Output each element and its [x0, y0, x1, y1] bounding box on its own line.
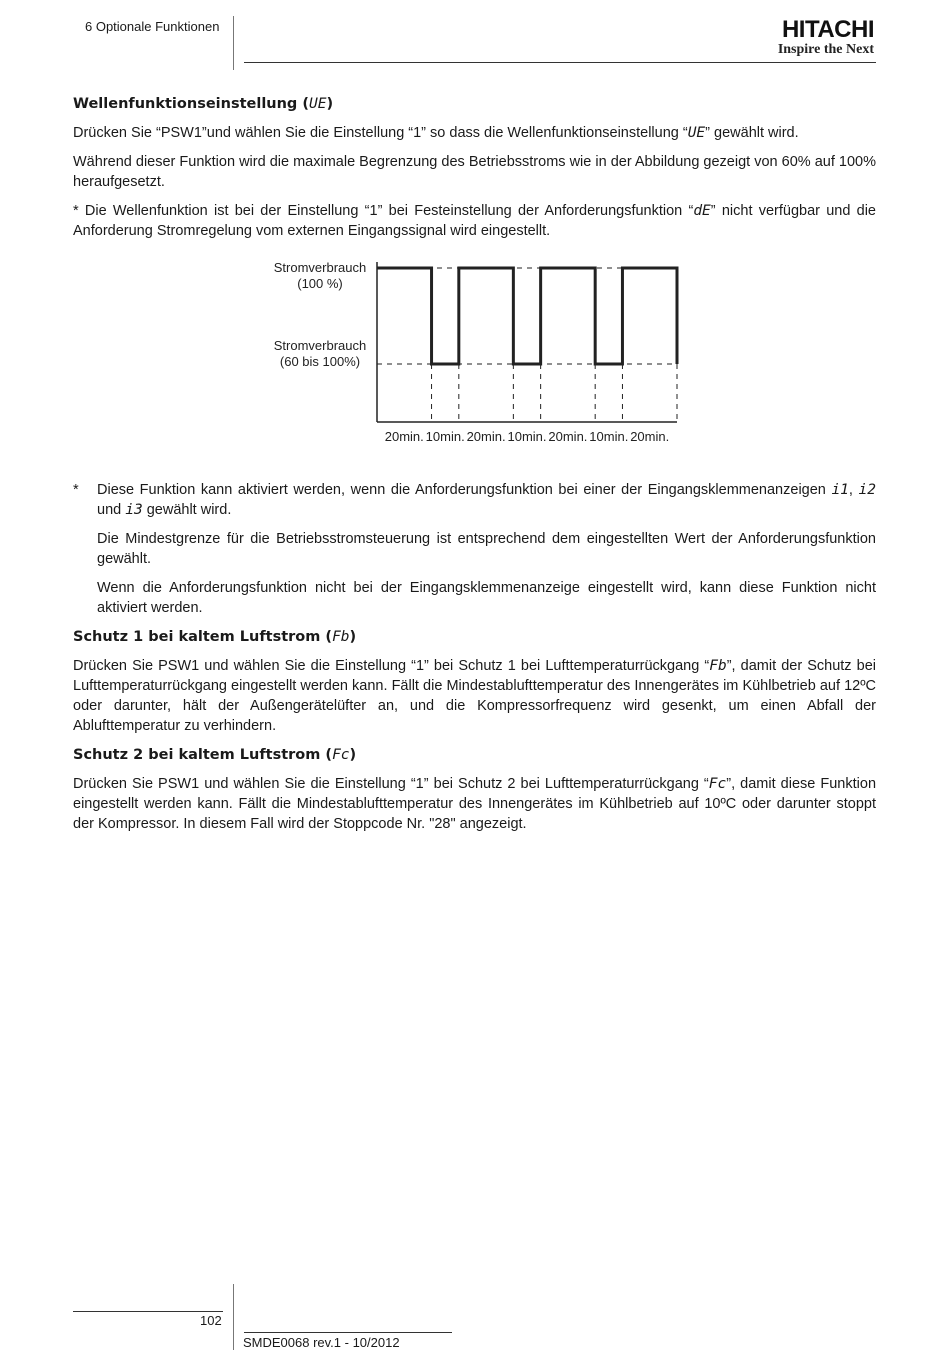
- power-wave-line: [377, 268, 677, 364]
- segment-code: Fc: [708, 776, 727, 792]
- footer-divider-vertical: [233, 1284, 234, 1350]
- note-paragraph: Die Mindestgrenze für die Betriebsstromsteuerung ist entsprechend dem eingestellten Wert der Anforderungsfunktion gewählt.: [97, 531, 876, 567]
- note-asterisk: *: [73, 482, 79, 498]
- section-heading-wave: Wellenfunktionseinstellung (UE): [73, 96, 334, 112]
- segment-code: UE: [687, 125, 706, 141]
- segment-code: Fb: [709, 658, 727, 674]
- segment-code: UE: [309, 96, 327, 112]
- note-block: [73, 480, 876, 627]
- footer-rule-right: [244, 1332, 452, 1333]
- segment-duration-label: 20min.: [384, 429, 424, 444]
- segment-duration-label: 20min.: [548, 429, 588, 444]
- segment-code: dE: [693, 203, 711, 219]
- paragraph: Drücken Sie PSW1 und wählen Sie die Einstellung “1” bei Schutz 2 bei Lufttemperaturrückgang “Fc”, damit diese Funktion eingestellt werden kann. Fällt die Mindestablufttemperatur des Innengerätes im Kühlbetrieb auf 10ºC oder darunter stoppt der Kompressor. In diesem Fall wird der Stoppcode Nr. "28" angezeigt.: [73, 776, 877, 832]
- chapter-heading: 6 Optionale Funktionen: [85, 19, 220, 34]
- paragraph: * Die Wellenfunktion ist bei der Einstellung “1” bei Festeinstellung der Anforderungsfunktion “dE” nicht verfügbar und die Anforderung Stromregelung vom externen Eingangssignal wird eingestellt.: [73, 203, 876, 239]
- wave-function-chart: [73, 250, 876, 470]
- segment-duration-label: 10min.: [425, 429, 465, 444]
- segment-duration-label: 20min.: [466, 429, 506, 444]
- label-high-line2: (100 %): [297, 276, 343, 291]
- note-paragraph: Diese Funktion kann aktiviert werden, wenn die Anforderungsfunktion bei einer der Eingangsklemmenanzeigen i1, i2 und i3 gewählt wird.: [97, 482, 877, 518]
- segment-duration-label: 20min.: [630, 429, 670, 444]
- segment-duration-label: 10min.: [507, 429, 547, 444]
- paragraph: Während dieser Funktion wird die maximale Begrenzung des Betriebsstroms wie in der Abbildung gezeigt von 60% auf 100% heraufgesetzt.: [73, 154, 876, 190]
- document-id: SMDE0068 rev.1 - 10/2012: [243, 1335, 400, 1350]
- header-rule: [244, 62, 876, 63]
- label-low-line1: Stromverbrauch: [273, 338, 367, 353]
- segment-duration-label: 10min.: [589, 429, 629, 444]
- segment-code: Fb: [332, 629, 350, 645]
- wave-chart-svg: [73, 250, 876, 470]
- logo-tagline: Inspire the Next: [777, 42, 874, 57]
- hitachi-logo: [778, 18, 874, 58]
- page-content: [73, 94, 876, 843]
- segment-code: i2: [858, 482, 877, 498]
- footer-rule-left: [73, 1311, 223, 1312]
- segment-code: i3: [125, 502, 143, 518]
- segment-code: Fc: [332, 747, 350, 763]
- note-paragraph: Wenn die Anforderungsfunktion nicht bei der Eingangsklemmenanzeige eingestellt wird, kann diese Funktion nicht aktiviert werden.: [97, 580, 876, 616]
- segment-code: i1: [831, 482, 849, 498]
- logo-name: HITACHI: [781, 16, 874, 43]
- label-high-line1: Stromverbrauch: [273, 260, 367, 275]
- header-divider-vertical: [233, 16, 234, 70]
- section-heading-cold-air-2: Schutz 2 bei kaltem Luftstrom (Fc): [73, 747, 357, 763]
- section-heading-cold-air-1: Schutz 1 bei kaltem Luftstrom (Fb): [73, 629, 357, 645]
- page-number: 102: [200, 1313, 222, 1328]
- label-low-line2: (60 bis 100%): [279, 354, 361, 369]
- paragraph: Drücken Sie PSW1 und wählen Sie die Einstellung “1” bei Schutz 1 bei Lufttemperaturrückgang “Fb”, damit der Schutz bei Lufttemperaturrückgang eingestellt werden kann. Fällt die Mindestablufttemperatur des Innengerätes im Kühlbetrieb auf 12ºC oder darunter, hält der Außengerätelüfter an, und die Kompressorfrequenz wird gesenkt, um einen Abfall der Ablufttemperatur zu verhindern.: [73, 658, 876, 734]
- paragraph: Drücken Sie “PSW1”und wählen Sie die Einstellung “1” so dass die Wellenfunktionseinstellung “UE” gewählt wird.: [73, 125, 799, 141]
